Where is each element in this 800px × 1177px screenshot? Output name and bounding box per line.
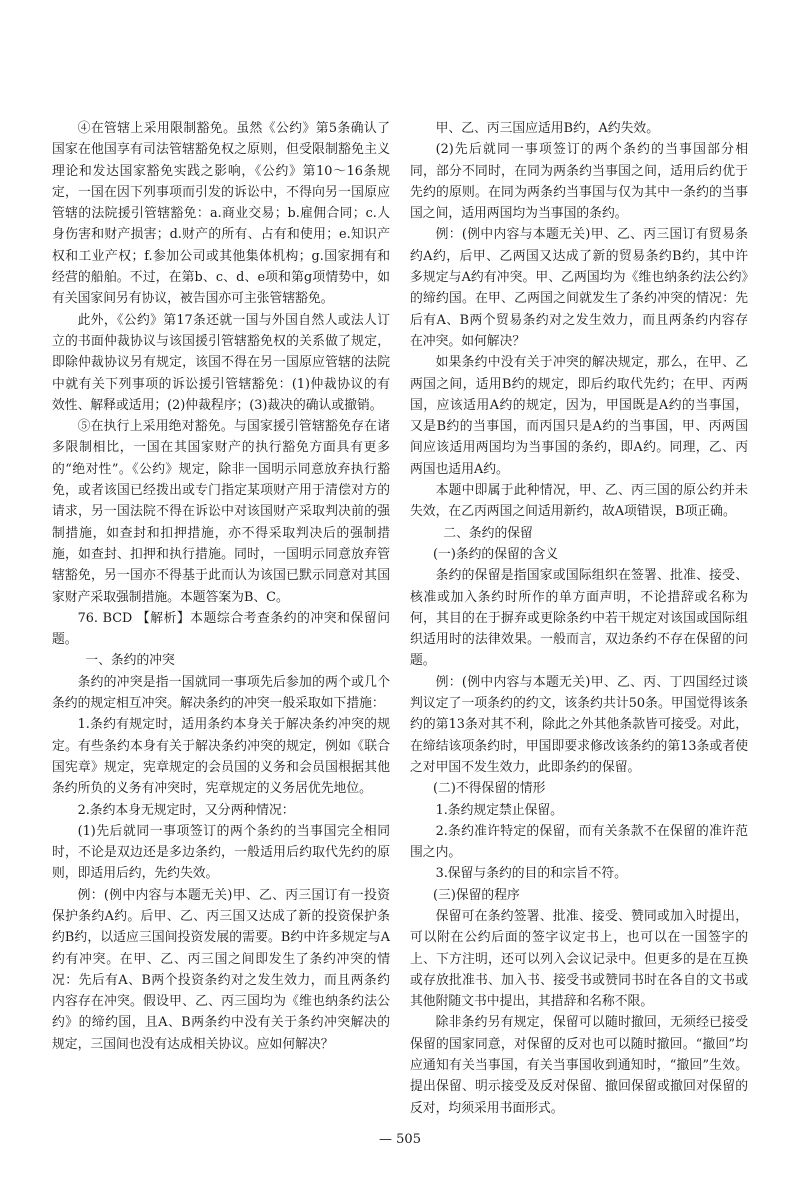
paragraph: 例：(例中内容与本题无关)甲、乙、丙三国订有贸易条约A约，后甲、乙两国又达成了新的贸易条约B约，其中许多规定与A约有冲突。甲、乙两国均为《维也纳条约法公约》的缔约国。在甲、乙两国之间就发生了条约冲突的情况：先后有A、B两个贸易条约对之发生效力，而且两条约内容存在冲突。如何解决？ <box>410 227 748 349</box>
section-heading: 一、条约的冲突 <box>85 653 175 669</box>
paragraph: 2.条约本身无规定时，又分两种情况： <box>77 802 295 818</box>
paragraph: 此外，《公约》第17条还就一国与外国自然人或法人订立的书面仲裁协议与该国援引管辖豁免权的关系做了规定，即除仲裁协议另有规定，该国不得在另一国原应管辖的法院中就有关下列事项的诉讼援引管辖豁免：(1)仲裁协议的有效性、解释或适用；(2)仲裁程序；(3)裁决的确认或撤销。 <box>52 312 390 413</box>
paragraph: ④在管辖上采用限制豁免。虽然《公约》第5条确认了国家在他国享有司法管辖豁免权之原则，但受限制豁免主义理论和发达国家豁免实践之影响，《公约》第10～16条规定，一国在因下列事项而引发的诉讼中，不得向另一国原应管辖的法院援引管辖豁免：a.商业交易；b.雇佣合同；c.人身伤害和财产损害；d.财产的所有、占有和使用；e.知识产权和工业产权；f.参加公司或其他集体机构；g.国家拥有和经营的船舶。不过，在第b、c、d、e项和第g项情势中，如有关国家间另有协议，被告国亦可主张管辖豁免。 <box>52 121 390 307</box>
paragraph: 本题中即属于此种情况，甲、乙、丙三国的原公约并未失效，在乙丙两国之间适用新约，故A项错误，B项正确。 <box>410 483 748 520</box>
paragraph: 例：(例中内容与本题无关)甲、乙、丙、丁四国经过谈判议定了一项条约的约文，该条约共计50条。甲国觉得该条约的第13条对其不利，除此之外其他条款皆可接受。对此，在缔结该项条约时，甲国即要求修改该条约的第13条或者使之对甲国不发生效力，此即条约的保留。 <box>410 674 748 775</box>
paragraph: (1)先后就同一事项签订的两个条约的当事国完全相同时，不论是双边还是多边条约，一般适用后约取代先约的原则，即适用后约，先约失效。 <box>52 823 390 882</box>
subsection-heading: (一)条约的保留的含义 <box>433 546 559 562</box>
paragraph: ⑤在执行上采用绝对豁免。与国家援引管辖豁免存在诸多限制相比，一国在其国家财产的执行豁免方面具有更多的“绝对性”。《公约》规定，除非一国明示同意放弃执行豁免，或者该国已经拨出或专门指定某项财产用于清偿对方的请求，另一国法院不得在诉讼中对该国财产采取判决前的强制措施，如查封和扣押措施，亦不得采取判决后的强制措施，如查封、扣押和执行措施。同时，一国明示同意放弃管辖豁免，另一国亦不得基于此而认为该国已默示同意对其国家财产采取强制措施。本题答案为B、C。 <box>52 419 390 605</box>
section-heading: 二、条约的保留 <box>443 525 533 541</box>
paragraph: (2)先后就同一事项签订的两个条约的当事国部分相同，部分不同时，在同为两条约当事国之间，适用后约优于先约的原则。在同为两条约当事国与仅为其中一条约的当事国之间，适用两国均为当事国的条约。 <box>410 142 748 222</box>
paragraph: 条约的冲突是指一国就同一事项先后参加的两个或几个条约的规定相互冲突。解决条约的冲突一般采取如下措施： <box>52 674 390 712</box>
paragraph: 1.条约规定禁止保留。 <box>435 802 563 818</box>
page-number: — 505 <box>379 1132 421 1147</box>
paragraph: 保留可在条约签署、批准、接受、赞同或加入时提出，可以附在公约后面的签字议定书上，也可以在一国签字的上、下方注明，还可以列入会议记录中。但更多的是在互换或存放批准书、加入书、接受书或赞同书时在各自的文书或其他附随文书中提出，其措辞和名称不限。 <box>410 908 748 1010</box>
paragraph: 除非条约另有规定，保留可以随时撤回，无须经已接受保留的国家同意，对保留的反对也可以随时撤回。“撤回”均应通知有关当事国，有关当事国收到通知时，“撤回”生效。提出保留、明示接受及反对保留、撤回保留或撤回对保留的反对，均须采用书面形式。 <box>410 1015 748 1116</box>
paragraph: 如果条约中没有关于冲突的解决规定，那么，在甲、乙两国之间，适用B约的规定，即后约取代先约；在甲、丙两国，应该适用A约的规定，因为，甲国既是A约的当事国，又是B约的当事国，而丙国只是A约的当事国，甲、丙两国间应该适用两国均为当事国的条约，即A约。同理，乙、丙两国也适用A约。 <box>410 355 748 477</box>
paragraph: 3.保留与条约的目的和宗旨不符。 <box>435 866 627 882</box>
right-column <box>410 118 748 1119</box>
paragraph: 例：(例中内容与本题无关)甲、乙、丙三国订有一投资保护条约A约。后甲、乙、丙三国又达成了新的投资保护条约B约，以适应三国间投资发展的需要。B约中许多规定与A约有冲突。在甲、乙、丙三国之间即发生了条约冲突的情况：先后有A、B两个投资条约对之发生效力，而且两条约内容存在冲突。假设甲、乙、丙三国均为《维也纳条约法公约》的缔约国，且A、B两条约中没有关于条约冲突解决的规定，三国间也没有达成相关协议。应如何解决？ <box>52 887 390 1052</box>
subsection-heading: (二)不得保留的情形 <box>433 781 546 797</box>
paragraph: 76. BCD 【解析】本题综合考查条约的冲突和保留问题。 <box>52 610 390 648</box>
paragraph: 2.条约准许特定的保留，而有关条款不在保留的准许范围之内。 <box>410 823 748 861</box>
paragraph: 甲、乙、丙三国应适用B约，A约失效。 <box>435 121 659 136</box>
left-column <box>52 118 390 1055</box>
paragraph: 条约的保留是指国家或国际组织在签署、批准、接受、核准或加入条约时所作的单方面声明，不论措辞或名称为何，其目的在于摒弃或更除条约中若干规定对该国或国际组织适用时的法律效果。一般而言，双边条约不存在保留的问题。 <box>410 568 748 669</box>
subsection-heading: (三)保留的程序 <box>433 887 520 903</box>
paragraph: 1.条约有规定时，适用条约本身关于解决条约冲突的规定。有些条约本身有关于解决条约冲突的规定，例如《联合国宪章》规定，宪章规定的会员国的义务和会员国根据其他条约所负的义务有冲突时，宪章规定的义务居优先地位。 <box>52 717 390 797</box>
